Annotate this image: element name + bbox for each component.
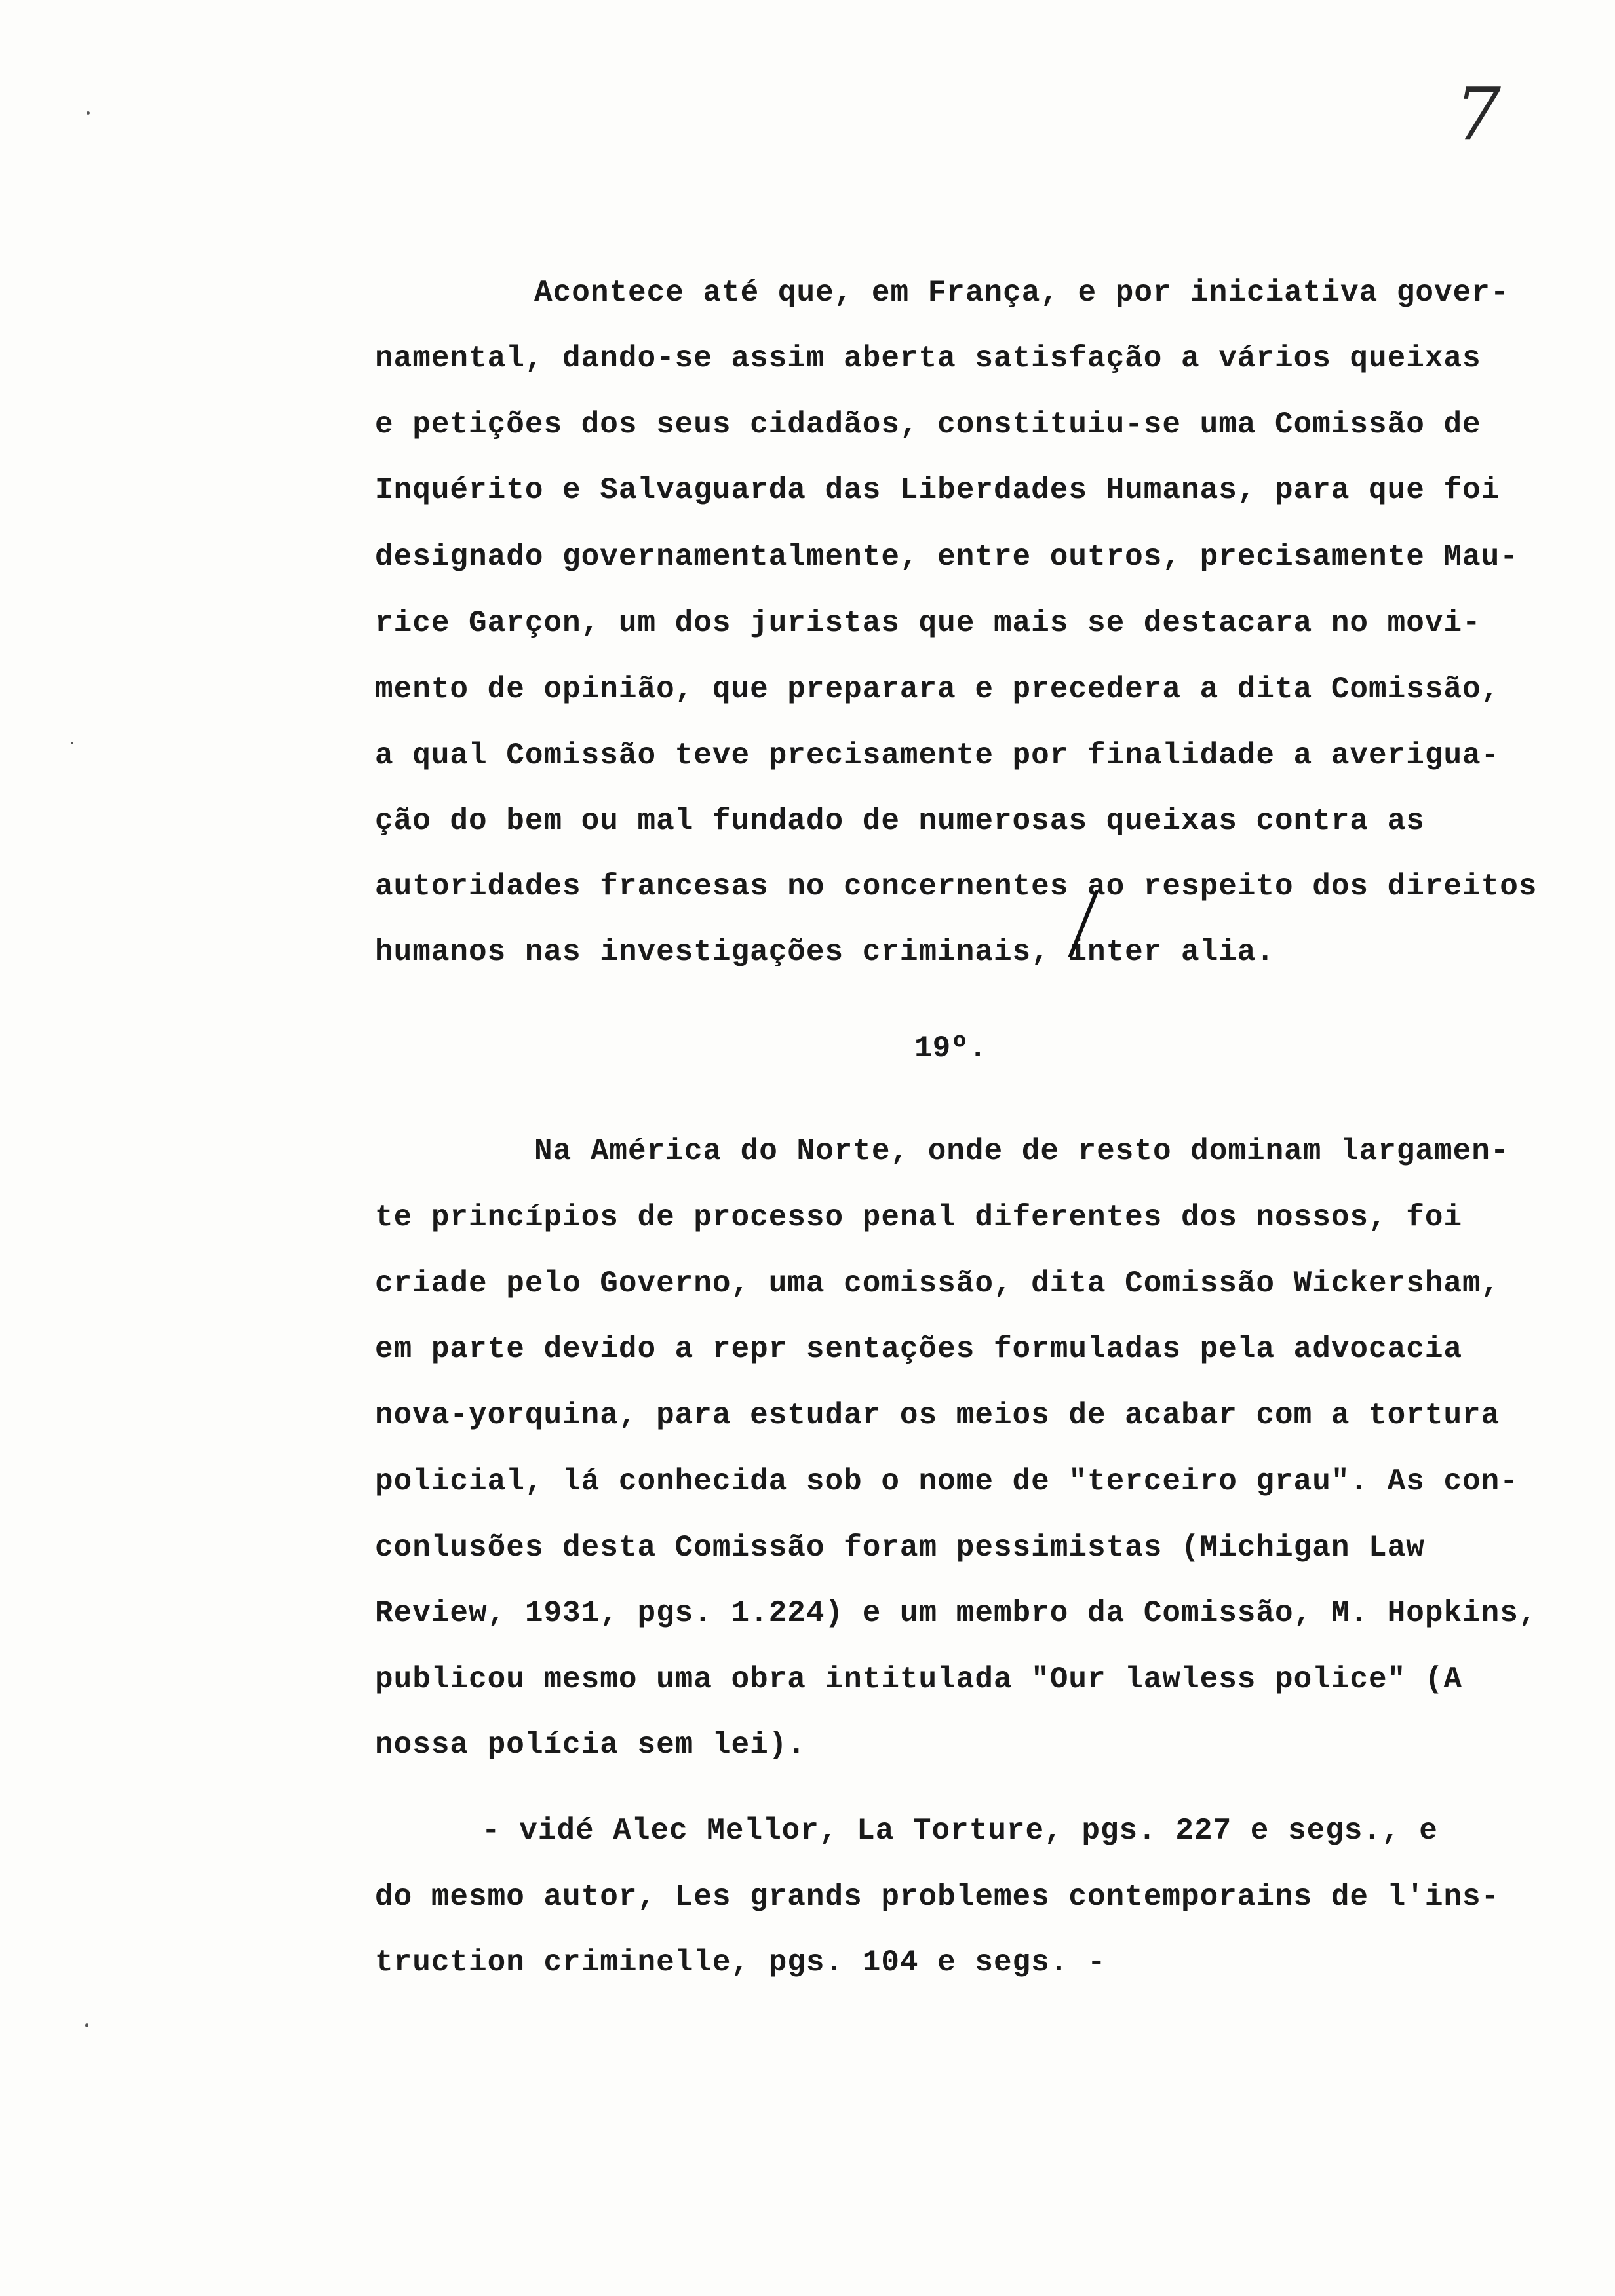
paragraph-1-line: mento de opinião, que preparara e precedera a dita Comissão, — [375, 672, 1500, 706]
paragraph-1-line: Inquérito e Salvaguarda das Liberdades Humanas, para que foi — [375, 473, 1500, 507]
paragraph-2-line: nova-yorquina, para estudar os meios de acabar com a tortura — [375, 1398, 1500, 1432]
paragraph-2-line: em parte devido a repr sentações formuladas pela advocacia — [375, 1332, 1463, 1366]
paragraph-2-line: publicou mesmo uma obra intitulada "Our lawless police" (A — [375, 1662, 1463, 1696]
page-number: 7 — [1455, 72, 1501, 156]
paragraph-2-line: policial, lá conhecida sob o nome de "terceiro grau". As con- — [375, 1464, 1519, 1499]
paragraph-1-line: humanos nas investigações criminais, inter alia. — [375, 935, 1275, 969]
paragraph-2-line: nossa polícia sem lei). — [375, 1728, 806, 1762]
scan-speck — [85, 2023, 88, 2027]
paragraph-1-line: rice Garçon, um dos juristas que mais se destacara no movi- — [375, 606, 1481, 640]
paragraph-2-line: te princípios de processo penal diferentes dos nossos, foi — [375, 1200, 1463, 1234]
paragraph-3-line: do mesmo autor, Les grands problemes contemporains de l'ins- — [375, 1880, 1500, 1914]
paragraph-2-line: Review, 1931, pgs. 1.224) e um membro da Comissão, M. Hopkins, — [375, 1596, 1538, 1630]
scan-speck — [71, 742, 73, 744]
paragraph-1-line: ção do bem ou mal fundado de numerosas queixas contra as — [375, 804, 1425, 838]
paragraph-3-line: - vidé Alec Mellor, La Torture, pgs. 227 e segs., e — [482, 1814, 1438, 1848]
paragraph-1-line: autoridades francesas no concernentes ao respeito dos direitos — [375, 870, 1538, 904]
paragraph-1-line: namental, dando-se assim aberta satisfação a vários queixas — [375, 341, 1481, 375]
paragraph-2-line: conlusões desta Comissão foram pessimistas (Michigan Law — [375, 1531, 1425, 1565]
paragraph-1-line: e petições dos seus cidadãos, constituiu-se uma Comissão de — [375, 408, 1481, 442]
paragraph-3-line: truction criminelle, pgs. 104 e segs. - — [375, 1945, 1106, 1980]
paragraph-1-line: a qual Comissão teve precisamente por finalidade a averigua- — [375, 738, 1500, 773]
paragraph-1-line: Acontece até que, em França, e por iniciativa gover- — [534, 276, 1509, 310]
scan-speck — [87, 111, 90, 115]
paragraph-2-line: criade pelo Governo, uma comissão, dita Comissão Wickersham, — [375, 1267, 1500, 1301]
paragraph-1-line: designado governamentalmente, entre outros, precisamente Mau- — [375, 540, 1519, 574]
section-number: 19º. — [914, 1031, 987, 1065]
paragraph-2-line: Na América do Norte, onde de resto dominam largamen- — [534, 1134, 1509, 1168]
